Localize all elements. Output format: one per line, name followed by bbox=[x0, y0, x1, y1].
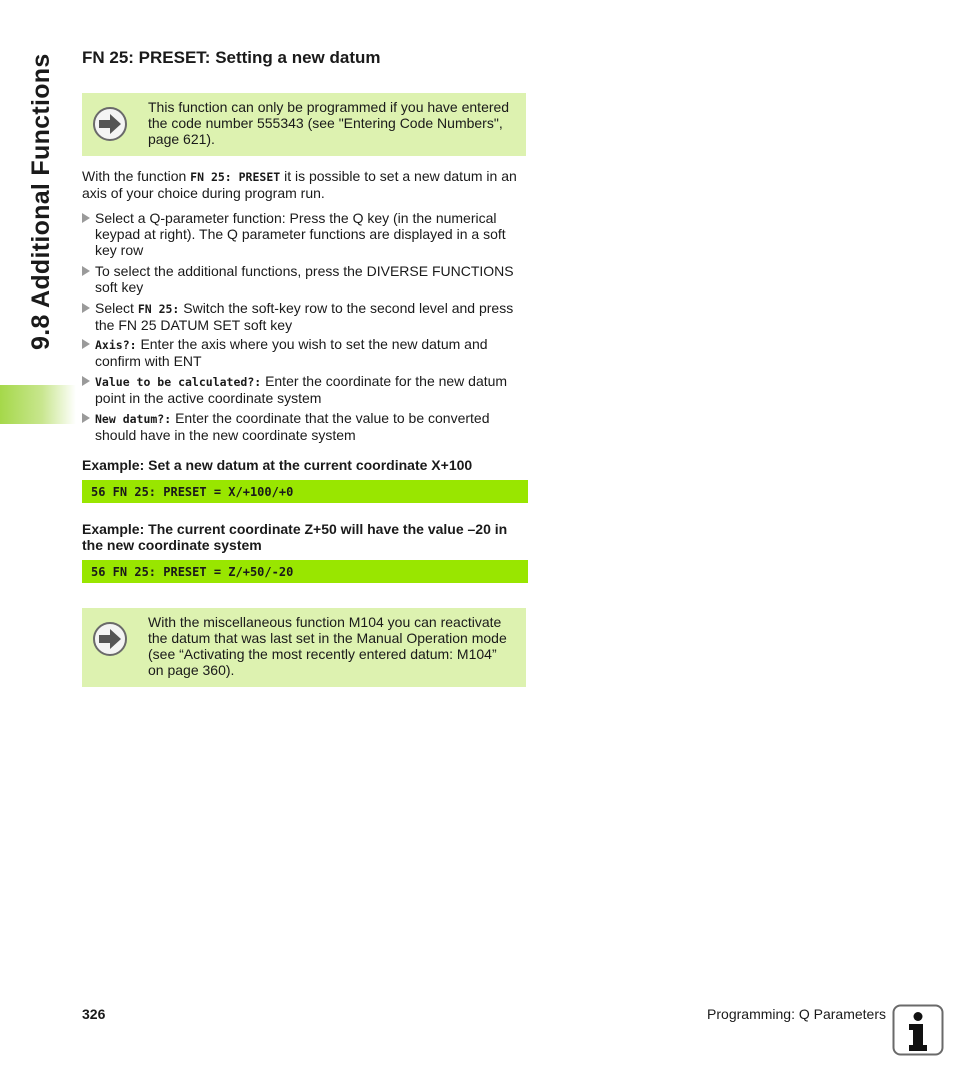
intro-text-after: it is possible to set a new datum in an axis of your choice during program run. bbox=[82, 168, 517, 201]
running-title: Programming: Q Parameters bbox=[707, 1006, 886, 1022]
step-text: Enter the coordinate that the value to be converted should have in the new coordinate system bbox=[95, 410, 490, 443]
step-item bbox=[82, 300, 527, 333]
intro-function-code: FN 25: PRESET bbox=[190, 170, 281, 184]
chapter-side-marker bbox=[0, 385, 76, 424]
bullet-triangle-icon bbox=[82, 266, 90, 276]
step-prefix: Select bbox=[95, 300, 134, 316]
step-text: Enter the axis where you wish to set the new datum and confirm with ENT bbox=[95, 336, 488, 369]
code-line: 56 FN 25: PRESET = X/+100/+0 bbox=[91, 485, 294, 499]
step-item bbox=[82, 410, 527, 443]
note-text: With the miscellaneous function M104 you can reactivate the datum that was last set in the Manual Operation mode (see “Activating the most recently entered datum: M104” on page 360). bbox=[148, 614, 507, 678]
step-item bbox=[82, 210, 527, 258]
step-code: New datum?: bbox=[95, 412, 172, 426]
step-item bbox=[82, 373, 527, 406]
code-line: 56 FN 25: PRESET = Z/+50/-20 bbox=[91, 565, 294, 579]
example-heading: Example: The current coordinate Z+50 will have the value –20 in the new coordinate system bbox=[82, 521, 508, 553]
step-item bbox=[82, 263, 527, 295]
step-code: Axis?: bbox=[95, 338, 137, 352]
bullet-triangle-icon bbox=[82, 213, 90, 223]
note-text: This function can only be programmed if you have entered the code number 555343 (see "Entering Code Numbers", page 621). bbox=[148, 99, 510, 147]
intro-text-before: With the function bbox=[82, 168, 187, 184]
arrow-right-icon bbox=[92, 106, 128, 142]
step-text: Select a Q-parameter function: Press the Q key (in the numerical keypad at right). The Q parameter functions are displayed in a soft key row bbox=[95, 210, 506, 258]
page-number: 326 bbox=[82, 1006, 106, 1022]
code-block bbox=[82, 560, 528, 583]
step-item bbox=[82, 336, 527, 369]
section-heading: FN 25: PRESET: Setting a new datum bbox=[82, 48, 381, 67]
step-text: Enter the coordinate for the new datum point in the active coordinate system bbox=[95, 373, 508, 406]
step-text: Switch the soft-key row to the second level and press the FN 25 DATUM SET soft key bbox=[95, 300, 514, 333]
code-block bbox=[82, 480, 528, 503]
step-text: To select the additional functions, press the DIVERSE FUNCTIONS soft key bbox=[95, 263, 514, 295]
intro-paragraph bbox=[82, 168, 527, 201]
step-code: Value to be calculated?: bbox=[95, 375, 262, 389]
arrow-right-icon bbox=[92, 621, 128, 657]
bullet-triangle-icon bbox=[82, 303, 90, 313]
bullet-triangle-icon bbox=[82, 413, 90, 423]
chapter-side-title bbox=[22, 50, 62, 350]
note-box-code-number bbox=[82, 93, 526, 156]
bullet-triangle-icon bbox=[82, 339, 90, 349]
info-icon bbox=[892, 1004, 944, 1056]
bullet-triangle-icon bbox=[82, 376, 90, 386]
note-box-m104 bbox=[82, 608, 526, 687]
step-code: FN 25: bbox=[137, 302, 180, 316]
chapter-side-title-text: 9.8 Additional Functions bbox=[27, 53, 55, 350]
example-heading: Example: Set a new datum at the current coordinate X+100 bbox=[82, 457, 473, 473]
